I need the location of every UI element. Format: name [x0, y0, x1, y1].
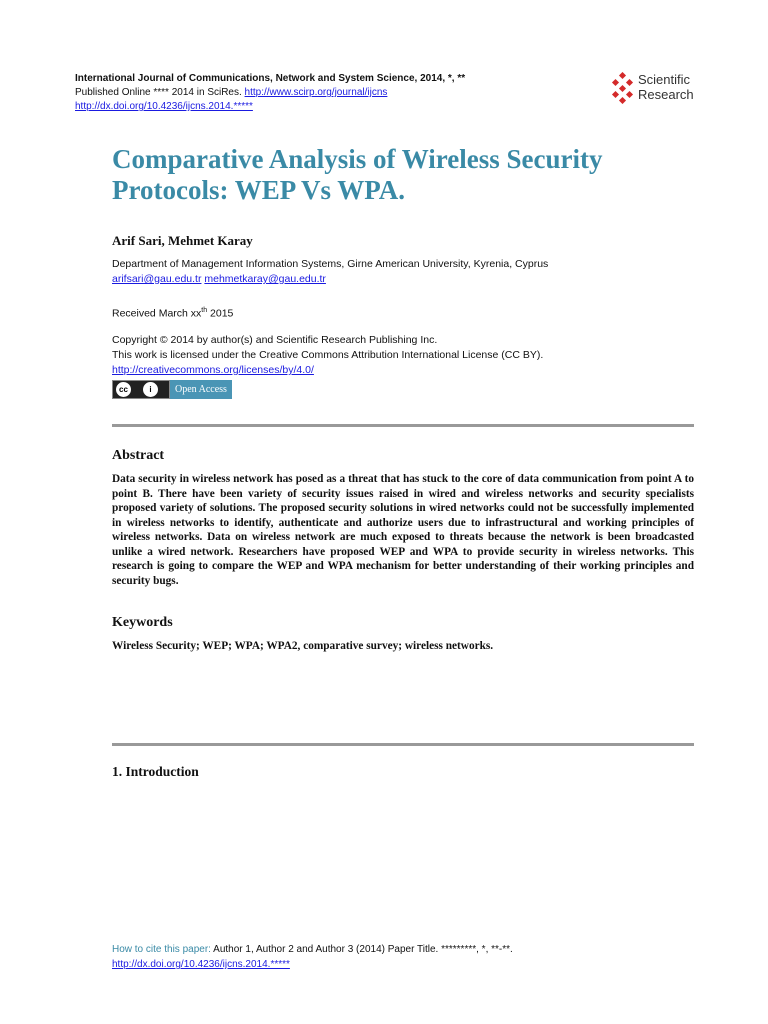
email-link-1[interactable]: arifsari@gau.edu.tr [112, 273, 202, 285]
citation-text: Author 1, Author 2 and Author 3 (2014) Paper Title. *********, *, **-**. [213, 944, 513, 955]
received-sup: th [201, 307, 208, 314]
copyright-line: Copyright © 2014 by author(s) and Scientific Research Publishing Inc. [112, 334, 438, 346]
citation-label: How to cite this paper: [112, 944, 214, 955]
citation-block [112, 942, 513, 972]
keywords-text: Wireless Security; WEP; WPA; WPA2, comparative survey; wireless networks. [112, 640, 494, 652]
keywords-heading: Keywords [112, 615, 173, 630]
published-prefix: Published Online **** 2014 in SciRes. [75, 87, 245, 98]
cc-license-badge[interactable] [112, 380, 232, 399]
doi-line [75, 100, 253, 114]
journal-link[interactable]: http://www.scirp.org/journal/ijcns [244, 87, 388, 98]
open-access-label: Open Access [170, 380, 232, 399]
abstract-heading: Abstract [112, 448, 165, 463]
cc-logo [112, 380, 170, 399]
publisher-logo [610, 72, 710, 106]
authors: Arif Sari, Mehmet Karay [112, 233, 253, 248]
received-date [112, 303, 233, 322]
publisher-line1: Scientific [638, 72, 691, 87]
publisher-name [638, 72, 694, 102]
publisher-line2: Research [638, 87, 694, 102]
scientific-research-logo-icon [610, 72, 636, 104]
abstract-text: Data security in wireless network has posed as a threat that has stuck to the core of data communication from point A to point B. There have been variety of security issues raised in wired and wireless networks and security specialists proposed variety of solutions. The proposed security solutions in wired networks could not be successfully implemented in wireless networks to identify, authenticate and authorize users due to infrastructural and working principles of wireless networks. Data on wireless network are much exposed to threats because the network is been broadcasted unlike a wired network. Researchers have proposed WEP and WPA to provide security in wireless networks. This research is going to compare the WEP and WPA mechanism for better understanding of their working principles and security bugs. [112, 473, 694, 587]
citation-line [112, 942, 513, 957]
divider-top [112, 424, 694, 427]
paper-title: Comparative Analysis of Wireless Security Protocols: WEP Vs WPA. [112, 144, 603, 205]
doi-link[interactable]: http://dx.doi.org/10.4236/ijcns.2014.***** [75, 101, 253, 112]
license-url-line [112, 363, 314, 378]
citation-doi-link[interactable]: http://dx.doi.org/10.4236/ijcns.2014.***** [112, 959, 290, 970]
citation-doi-line [112, 957, 513, 972]
section-heading-introduction: 1. Introduction [112, 764, 199, 779]
license-link[interactable]: http://creativecommons.org/licenses/by/4.0/ [112, 364, 314, 376]
license-line: This work is licensed under the Creative Commons Attribution International License (CC BY). [112, 349, 544, 361]
divider-bottom [112, 743, 694, 746]
received-prefix: Received March xx [112, 307, 202, 320]
emails [112, 272, 326, 287]
email-link-2[interactable]: mehmetkaray@gau.edu.tr [204, 273, 326, 285]
received-year: 2015 [207, 307, 234, 320]
cc-icon: cc [116, 382, 131, 397]
journal-header: International Journal of Communications, Network and System Science, 2014, *, ** [75, 73, 466, 84]
published-line [75, 86, 387, 100]
affiliation: Department of Management Information Systems, Girne American University, Kyrenia, Cyprus [112, 258, 549, 270]
by-attribution-icon: i [143, 382, 158, 397]
